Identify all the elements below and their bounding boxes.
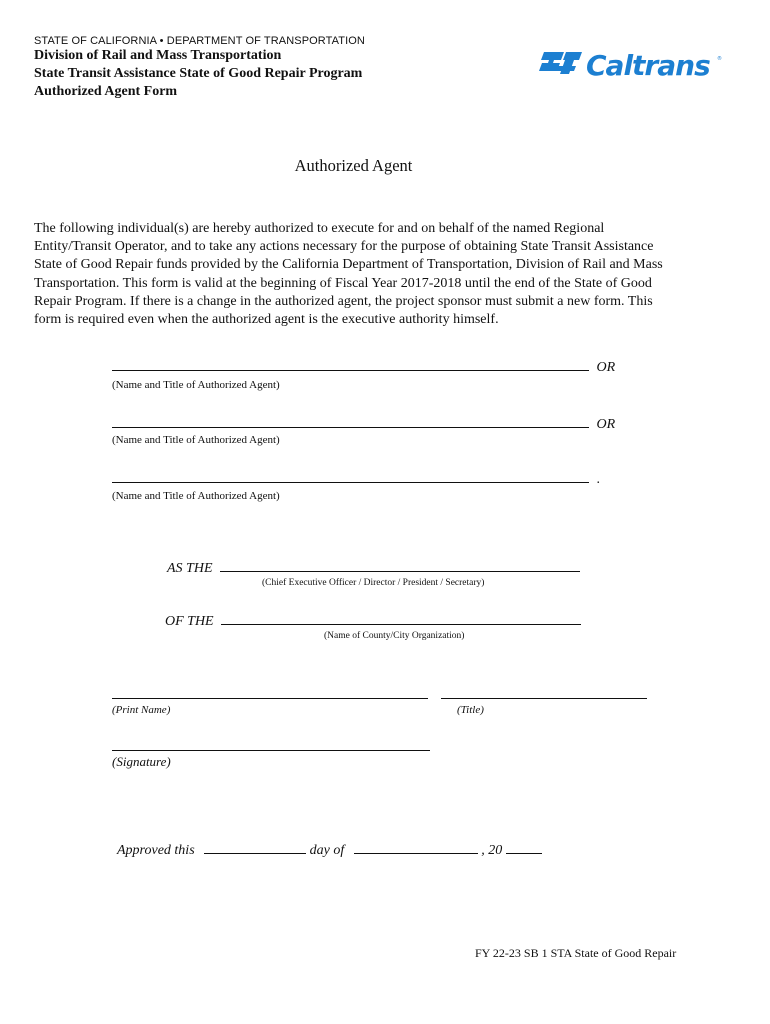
paragraph-line: The following individual(s) are hereby authorized to execute for and on behalf of the named Regional	[34, 221, 605, 236]
organization-name-line[interactable]	[221, 623, 581, 625]
approved-year-line[interactable]	[506, 852, 542, 854]
agent-3-period: .	[596, 472, 600, 487]
agent-1-row	[112, 360, 615, 376]
as-the-label: AS THE	[167, 561, 213, 576]
agent-2-row	[112, 417, 615, 433]
year-prefix-label: , 20	[481, 843, 503, 858]
title-caption: (Title)	[457, 704, 484, 716]
agent-1-or: OR	[596, 360, 616, 375]
signature-line[interactable]	[112, 750, 430, 751]
svg-text:Caltrans: Caltrans	[586, 49, 710, 82]
approved-day-line[interactable]	[204, 852, 306, 854]
paragraph-line: Repair Program. If there is a change in the authorized agent, the project sponsor must submit a new form. This	[34, 293, 653, 309]
print-name-line[interactable]	[112, 698, 428, 699]
of-the-caption: (Name of County/City Organization)	[324, 631, 465, 641]
form-name-heading: Authorized Agent Form	[34, 84, 178, 99]
paragraph-line: form is required even when the authorized agent is the executive authority himself.	[34, 312, 499, 328]
print-name-caption: (Print Name)	[112, 704, 171, 716]
approved-row	[117, 843, 542, 859]
division-heading: Division of Rail and Mass Transportation	[34, 48, 282, 63]
paragraph-line: Transportation. This form is valid at the beginning of Fiscal Year 2017-2018 until the end of the State of Good	[34, 275, 652, 291]
program-heading: State Transit Assistance State of Good Repair Program	[34, 66, 363, 81]
agency-line: STATE OF CALIFORNIA • DEPARTMENT OF TRANSPORTATION	[34, 35, 365, 47]
agent-2-caption: (Name and Title of Authorized Agent)	[112, 434, 280, 446]
agent-3-row	[112, 472, 600, 488]
title-line[interactable]	[441, 698, 647, 699]
paragraph-line: Entity/Transit Operator, and to take any actions necessary for the purpose of obtaining State Transit Assistance	[34, 239, 654, 255]
of-the-label: OF THE	[165, 614, 214, 629]
as-the-caption: (Chief Executive Officer / Director / President / Secretary)	[262, 578, 485, 588]
approved-month-line[interactable]	[354, 852, 478, 854]
authorization-paragraph	[34, 220, 724, 329]
footer-text: FY 22-23 SB 1 STA State of Good Repair	[475, 946, 677, 960]
day-of-label: day of	[309, 843, 345, 858]
agent-1-name-line[interactable]	[112, 369, 589, 371]
svg-text:®: ®	[717, 56, 722, 62]
agent-2-name-line[interactable]	[112, 426, 589, 428]
page-title: Authorized Agent	[294, 156, 413, 175]
caltrans-logo	[536, 46, 722, 82]
agent-3-caption: (Name and Title of Authorized Agent)	[112, 490, 280, 502]
executive-title-line[interactable]	[220, 570, 580, 572]
of-the-row	[165, 614, 581, 630]
agent-1-caption: (Name and Title of Authorized Agent)	[112, 379, 280, 391]
paragraph-line: State of Good Repair funds provided by the California Department of Transportation, Division of Rail and Mass	[34, 257, 663, 273]
agent-3-name-line[interactable]	[112, 481, 589, 483]
signature-caption: (Signature)	[112, 754, 171, 769]
as-the-row	[167, 561, 580, 577]
approved-label: Approved this	[117, 843, 195, 858]
agent-2-or: OR	[596, 417, 616, 432]
